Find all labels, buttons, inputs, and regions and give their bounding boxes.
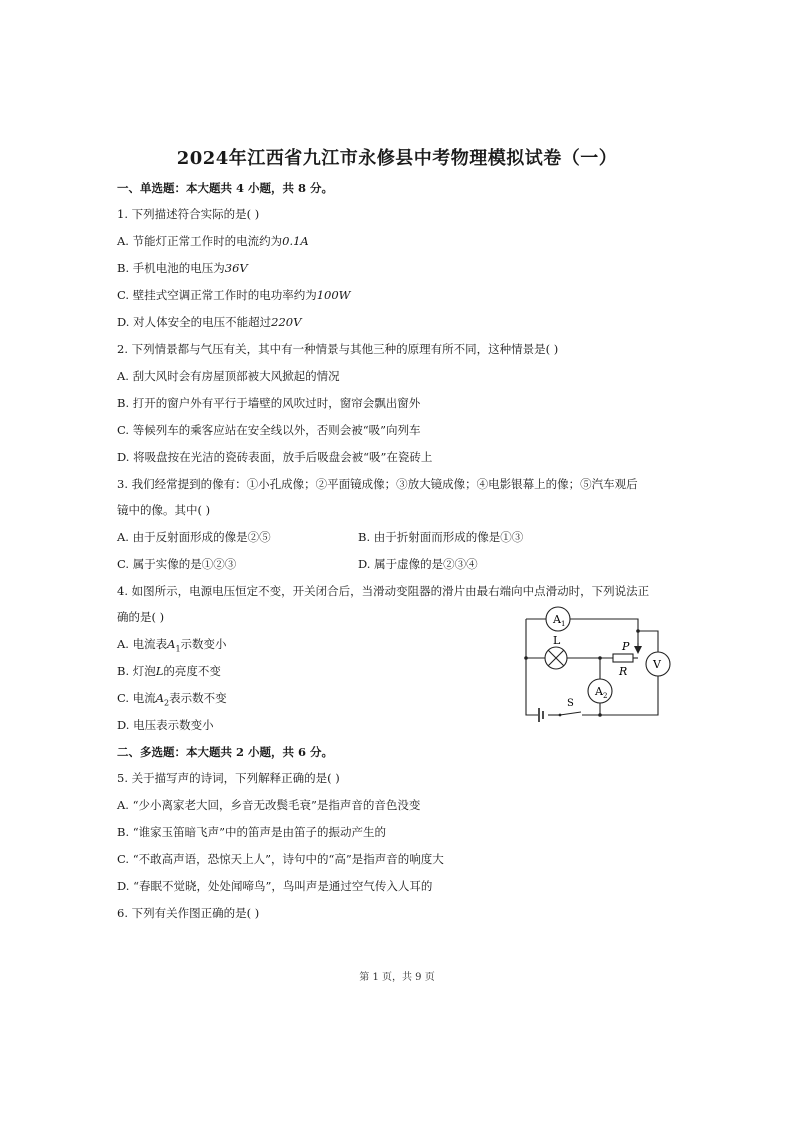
question-6-stem: 6. 下列有关作图正确的是( ) xyxy=(117,906,260,920)
junction-dot xyxy=(636,629,640,633)
question-4-option-a xyxy=(117,636,227,657)
question-2-option-a: A. 刮大风时会有房屋顶部被大风掀起的情况 xyxy=(117,369,340,383)
option-text: A. 节能灯正常工作时的电流约为 xyxy=(117,234,283,248)
option-subscript: 2 xyxy=(164,698,170,708)
option-variable: A xyxy=(167,637,176,651)
option-text: 表示数不变 xyxy=(169,691,227,705)
junction-dot xyxy=(598,713,602,717)
voltmeter-label: V xyxy=(653,658,661,671)
switch-blade xyxy=(560,712,581,715)
question-5-stem: 5. 关于描写声的诗词，下列解释正确的是( ) xyxy=(117,771,340,785)
question-5-option-c: C. “不敢高声语，恐惊天上人”，诗句中的“高”是指声音的响度大 xyxy=(117,852,444,866)
lamp-cross-icon xyxy=(548,650,564,666)
page-footer: 第 1 页，共 9 页 xyxy=(359,972,435,983)
junction-dot xyxy=(598,656,602,660)
question-4-option-d: D. 电压表示数变小 xyxy=(117,718,214,732)
question-2-option-b: B. 打开的窗户外有平行于墙壁的风吹过时，窗帘会飘出窗外 xyxy=(117,396,421,410)
circuit-wire xyxy=(582,676,658,715)
question-5-option-b: B. “谁家玉笛暗飞声”中的笛声是由笛子的振动产生的 xyxy=(117,825,387,839)
battery-icon xyxy=(539,708,543,722)
question-4-option-c xyxy=(117,690,227,711)
option-variable: A xyxy=(155,691,165,705)
a1-subscript: 1 xyxy=(561,620,566,628)
question-3-option-c: C. 属于实像的是①②③ xyxy=(117,557,237,571)
circuit-wire xyxy=(526,619,538,715)
question-1-option-c xyxy=(117,287,350,303)
switch-pivot-icon xyxy=(559,714,562,717)
question-4-stem-line-2: 确的是( ) xyxy=(117,610,165,624)
option-text: D. 对人体安全的电压不能超过 xyxy=(117,315,272,329)
option-text: B. 手机电池的电压为 xyxy=(117,261,225,275)
question-1-option-b xyxy=(117,260,248,276)
option-value: 220V xyxy=(271,315,302,329)
question-5-option-d: D. “春眠不觉晓，处处闻啼鸟”，鸟叫声是通过空气传入人耳的 xyxy=(117,879,433,893)
option-value: 36V xyxy=(224,261,248,275)
question-4-option-b xyxy=(117,663,221,679)
switch-label: S xyxy=(567,698,574,709)
question-2-stem: 2. 下列情景都与气压有关，其中有一种情景与其他三种的原理有所不同，这种情景是( ) xyxy=(117,342,559,356)
option-variable: L xyxy=(155,664,164,678)
a2-subscript: 2 xyxy=(603,692,608,700)
resistor-icon xyxy=(613,654,633,662)
a2-label: A xyxy=(595,685,603,698)
question-1-option-d xyxy=(117,314,301,330)
question-2-option-c: C. 等候列车的乘客应站在安全线以外，否则会被“吸”向列车 xyxy=(117,423,421,437)
option-subscript: 1 xyxy=(175,644,181,654)
question-3-stem-line-2: 镜中的像。其中( ) xyxy=(117,503,211,517)
page-title: 2024年江西省九江市永修县中考物理模拟试卷（一） xyxy=(176,148,618,169)
circuit-diagram xyxy=(516,605,676,723)
slider-label: P xyxy=(622,640,630,653)
option-text: B. 灯泡 xyxy=(117,664,156,678)
section-heading-multiple-choice: 二、多选题：本大题共 2 小题，共 6 分。 xyxy=(117,745,334,759)
option-text: C. 壁挂式空调正常工作时的电功率约为 xyxy=(117,288,317,302)
circuit-wire xyxy=(638,631,658,652)
question-1-option-a xyxy=(117,233,309,249)
section-heading-single-choice: 一、单选题：本大题共 4 小题，共 8 分。 xyxy=(117,181,334,195)
option-text: 的亮度不变 xyxy=(163,664,221,678)
question-3-option-b: B. 由于折射面而形成的像是①③ xyxy=(358,530,524,544)
question-3-stem-line-1: 3. 我们经常提到的像有：①小孔成像；②平面镜成像；③放大镜成像；④电影银幕上的像；⑤汽车观后 xyxy=(117,477,638,491)
question-4-stem-line-1: 4. 如图所示，电源电压恒定不变，开关闭合后，当滑动变阻器的滑片由最右端向中点滑动时，下列说法正 xyxy=(117,584,650,598)
resistor-label: R xyxy=(619,665,628,678)
question-1-stem: 1. 下列描述符合实际的是( ) xyxy=(117,207,260,221)
a1-label: A xyxy=(553,613,561,626)
question-5-option-a: A. “少小离家老大回，乡音无改鬓毛衰”是指声音的音色没变 xyxy=(117,798,421,812)
question-3-option-a: A. 由于反射面形成的像是②⑤ xyxy=(117,530,271,544)
option-value: 100W xyxy=(316,288,351,302)
lamp-label: L xyxy=(553,634,561,647)
question-3-option-d: D. 属于虚像的是②③④ xyxy=(358,557,478,571)
question-2-option-d: D. 将吸盘按在光洁的瓷砖表面，放手后吸盘会被“吸”在瓷砖上 xyxy=(117,450,433,464)
option-text: C. 电流 xyxy=(117,691,156,705)
option-value: 0.1A xyxy=(282,234,309,248)
option-text: A. 电流表 xyxy=(117,637,168,651)
junction-dot xyxy=(524,656,528,660)
option-text: 示数变小 xyxy=(180,637,227,651)
slider-arrow-head-icon xyxy=(634,646,642,654)
